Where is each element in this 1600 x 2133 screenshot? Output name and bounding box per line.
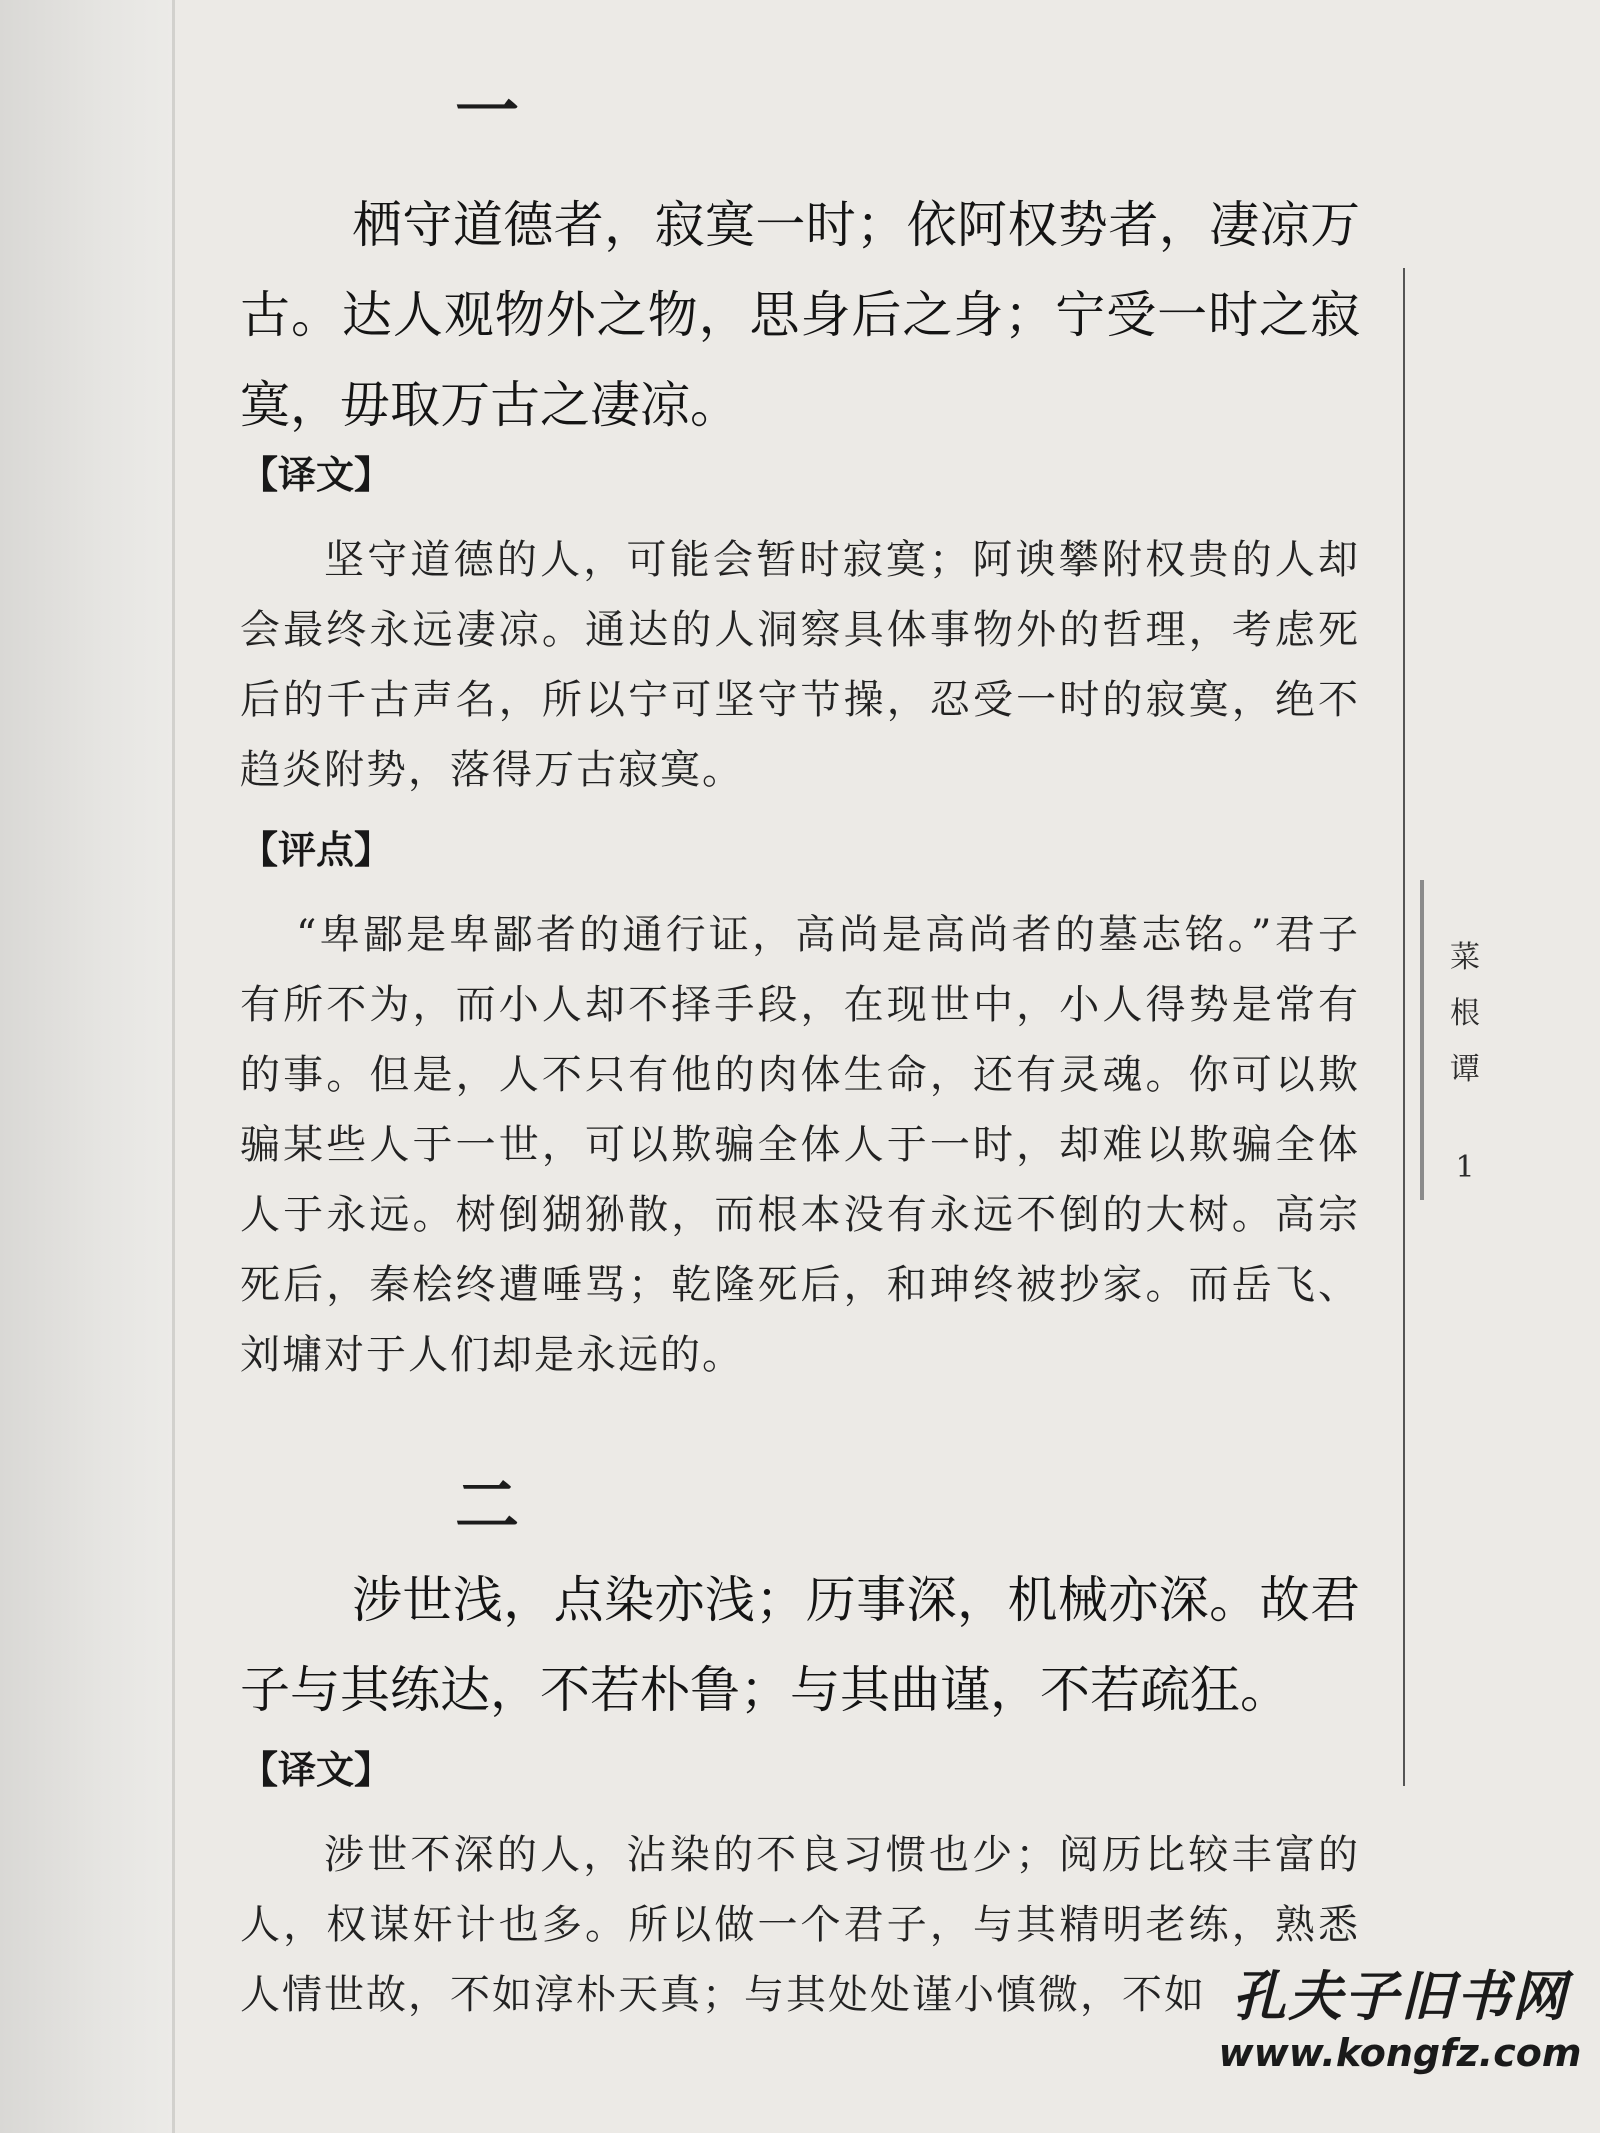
section-2-translation-text: 涉世不深的人，沾染的不良习惯也少；阅历比较丰富的人，权谋奸计也多。所以做一个君子，与其精明老练，熟悉人情世故，不如淳朴天真；与其处处谨小慎微，不如 [240, 1832, 1360, 2018]
section-1-translation-block [240, 525, 1360, 805]
watermark [1215, 1965, 1585, 2077]
section-1-commentary-block [240, 900, 1360, 1390]
section-1-translation-text: 坚守道德的人，可能会暂时寂寞；阿谀攀附权贵的人却会最终永远凄凉。通达的人洞察具体事物外的哲理，考虑死后的千古声名，所以宁可坚守节操，忍受一时的寂寞，绝不趋炎附势，落得万古寂寞。 [240, 537, 1360, 793]
watermark-url: www.kongfz.com [1218, 2031, 1582, 2075]
section-1-original-block [240, 180, 1360, 450]
translation-label-2: 【译文】 [240, 1747, 393, 1792]
translation-label: 【译文】 [240, 452, 393, 497]
book-gutter-line [172, 0, 175, 2133]
section-2-original-block [240, 1555, 1360, 1735]
running-book-title: 菜根谭 [1450, 940, 1480, 1087]
section-2-original-text: 涉世浅，点染亦浅；历事深，机械亦深。故君子与其练达，不若朴鲁；与其曲谨，不若疏狂。 [240, 1571, 1360, 1719]
margin-rule [1403, 268, 1405, 1786]
section-1-commentary-text: “卑鄙是卑鄙者的通行证，高尚是高尚者的墓志铭。”君子有所不为，而小人却不择手段，在现世中，小人得势是常有的事。但是，人不只有他的肉体生命，还有灵魂。你可以欺骗某些人于一世，可以欺骗全体人于一时，却难以欺骗全体人于永远。树倒猢狲散，而根本没有永远不倒的大树。高宗死后，秦桧终遭唾骂；乾隆死后，和珅终被抄家。而岳飞、刘墉对于人们却是永远的。 [240, 912, 1360, 1378]
book-spine-shadow [0, 0, 175, 2133]
section-1-translation-heading [240, 445, 1360, 505]
section-2-translation-heading [240, 1740, 1360, 1800]
section-number-1: 一 [455, 74, 519, 149]
section-number-2: 二 [455, 1469, 519, 1544]
commentary-label: 【评点】 [240, 827, 393, 872]
book-page [240, 0, 1360, 2133]
watermark-site-name: 孔夫子旧书网 [1232, 1965, 1568, 2028]
section-1-original-text: 栖守道德者，寂寞一时；依阿权势者，凄凉万古。达人观物外之物，思身后之身；宁受一时之寂寞，毋取万古之凄凉。 [240, 196, 1360, 434]
margin-tab-rule [1420, 880, 1424, 1200]
page-number: 1 [1455, 1150, 1475, 1185]
section-2-translation-block [240, 1820, 1360, 2030]
section-1-commentary-heading [240, 820, 1360, 880]
